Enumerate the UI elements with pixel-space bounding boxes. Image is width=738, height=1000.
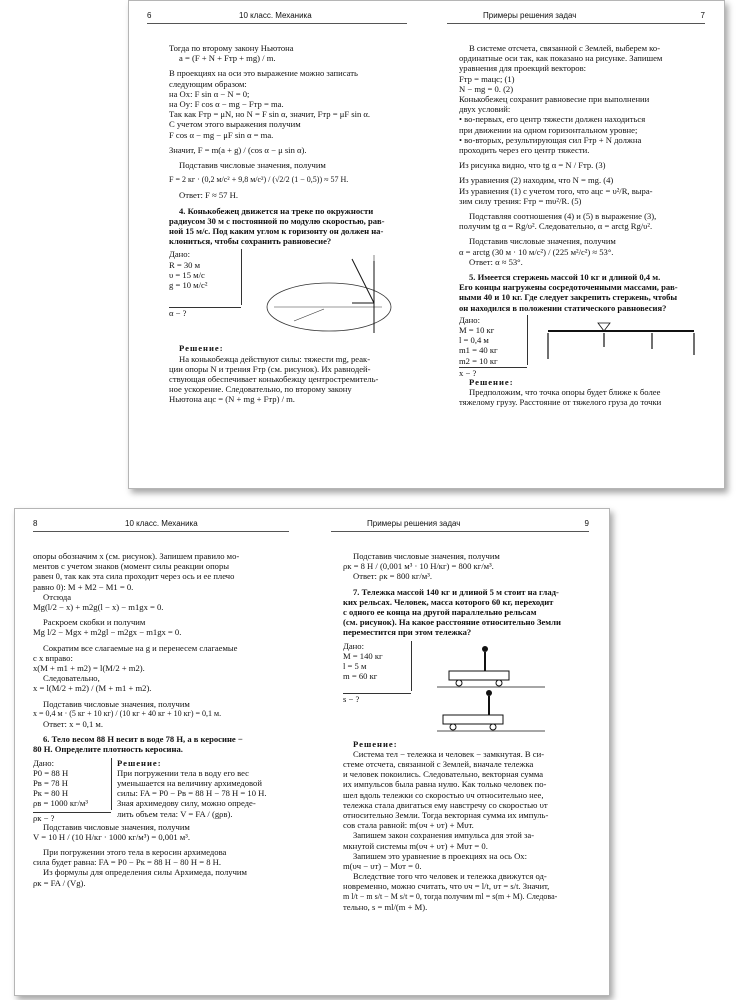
text-line: ментов с учетом знаков (момент силы реакции опоры [33,561,230,572]
problem-title: 7. Тележка массой 140 кг и длиной 5 м стоит на глад- [353,586,559,597]
text-line: равно 0): M + M2 − M1 = 0. [33,581,134,592]
formula: V = 10 Н / (10 Н/кг · 1000 кг/м³) = 0,001 м³. [33,831,190,842]
text-line: Подставив числовые значения, получим [179,160,326,171]
formula: m(υч − υт) − Mυт = 0. [343,861,422,872]
formula: на Oy: F cos α − mg − Fтр = ma. [169,99,284,110]
text-line: На конькобежца действуют силы: тяжести mg, реак- [179,353,371,364]
text-line: Из формулы для определения силы Архимеда, получим [43,867,247,878]
left-page-header [147,9,407,24]
text-line: Конькобежец сохранит равновесие при выполнении [459,94,650,105]
text-line: следующим образом: [169,78,247,89]
formula: новременно, можно считать, что υч = l/t, υт = s/t. Значит, [343,881,550,892]
list-item: при движении на одном горизонтальном уровне; [459,124,638,135]
list-item: • во-вторых, результирующая сил Fтр + N должна [459,134,642,145]
text-line: тяжелому грузу. Расстояние от тяжелого груза до точки [459,397,662,408]
text-line: шел вдоль тележки со скоростью υч относительно нее, [343,789,544,800]
given-unknown: α − ? [169,307,241,318]
text-line: Из уравнения (1) с учетом того, что aцс = υ²/R, выра- [459,185,653,196]
formula: Mg(l/2 − x) + m2g(l − x) − m1gx = 0. [33,602,164,613]
text-line: Отсюда [43,591,72,602]
formula: зим силу трения: Fтр = mυ²/R. (5) [459,195,582,206]
formula: на Ox: F sin α − N = 0; [169,88,250,99]
right-page-text [459,43,709,407]
formula: ρк = 8 Н / (0,001 м³ · 10 Н/кг) = 800 кг/м³. [343,561,494,572]
text-line: В системе отсчета, связанной с Землей, выберем ко- [469,43,661,53]
text-line: двух условий: [459,104,511,115]
formula: Из уравнения (2) находим, что N = mg. (4) [459,175,614,186]
right-page-text [343,551,595,912]
lever-diagram [544,315,704,375]
text-line: тележка стала двигаться ему навстречу со скоростью υт [343,799,548,810]
text-line: опоры обозначим x (см. рисунок). Запишем правило мо- [33,551,240,561]
given-item: m1 = 40 кг [459,345,498,356]
text-line: ких рельсах. Человек, масса которого 60 кг, переходит [343,596,554,607]
text-line: При погружении этого тела в керосин архимедова [43,847,227,858]
given-heading: Дано: [33,757,54,768]
text-line: переместится при этом тележка? [343,627,472,638]
text-line: уравнения для проекций векторов: [459,63,587,74]
text-line: (см. рисунок). На какое расстояние относительно Земли [343,617,561,628]
text-line: Вследствие того что человек и тележка движутся од- [353,871,547,882]
formula: a = (F + N + Fтр + mg) / m. [179,53,276,64]
problem-title: 5. Имеется стержень массой 10 кг и длиной 0,4 м. [469,272,661,283]
given-item: ρв = 1000 кг/м³ [33,798,88,809]
given-item: M = 10 кг [459,325,495,336]
formula: силы: FA = P0 − Pв = 88 Н − 78 Н = 10 Н. [117,788,267,799]
formula: x(M + m1 + m2) = l(M/2 + m2). [33,663,145,674]
given-item: l = 5 м [343,661,367,672]
formula: лить объем тела: V = FA / (gρв). [117,808,233,819]
given-item: Pк = 80 Н [33,788,69,799]
given-item: m2 = 10 кг [459,355,498,366]
text-line: Его концы нагружены сосредоточенными массами, рав- [459,282,678,293]
formula: сов стала равной: m(υч + υт) + Mυт. [343,820,474,831]
text-line: Так как Fтр = μN, но N = F sin α, значит, Fтр = μF sin α. [169,109,371,120]
given-item: P0 = 88 Н [33,767,69,778]
text-line: клониться, чтобы сохранить равновесие? [169,236,332,247]
given-item: υ = 15 м/с [169,269,205,280]
answer: Ответ: x = 0,1 м. [43,719,103,730]
running-title: 10 класс. Механика [125,519,198,528]
text-line: Подставив числовые значения, получим [469,236,616,247]
text-line: Подставляя соотношения (4) и (5) в выражение (3), [469,211,657,222]
text-line: сила будет равна: FA = P0 − Pк = 88 Н − 80 Н = 8 Н. [33,857,221,868]
left-page-text [33,551,295,888]
page-number: 6 [147,11,152,20]
given-unknown: ρк − ? [33,812,111,823]
answer: Ответ: ρк = 800 кг/м³. [353,571,432,582]
text-line: Запишем это уравнение в проекциях на ось Ox: [353,850,527,861]
given-heading: Дано: [169,249,190,260]
book-spread-top [128,0,725,489]
formula: Из рисунка видно, что tg α = N / Fтр. (3) [459,160,606,171]
text-line: относительно Земли. Тогда векторная сумма их импуль- [343,810,549,821]
text-line: ное ускорение. Следовательно, по второму закону [169,384,352,395]
formula: тельно, s = ml/(m + M). [343,901,428,912]
text-line: их импульсов была равна нулю. Как только человек по- [343,779,547,790]
given-unknown: x − ? [459,367,527,378]
formula: Ньютона aцс = (N + mg + Fтр) / m. [169,394,295,405]
given-box [343,641,412,691]
right-page-header [447,9,705,24]
text-line: радиусом 30 м с постоянной по модулю скоростью, рав- [169,215,385,226]
text-line: и человек покоились. Следовательно, векторная сумма [343,769,544,780]
left-page-header [33,517,289,532]
formula: m l/t − m s/t − M s/t = 0, тогда получим ml = s(m + M). Следова- [343,891,558,901]
formula: x = l(M/2 + m2) / (M + m1 + m2). [33,683,152,694]
page-number: 9 [584,519,589,528]
text-line: Тогда по второму закону Ньютона [169,43,294,53]
text-line: В проекциях на оси это выражение можно записать [169,68,358,79]
text-line: Предположим, что точка опоры будет ближе к более [469,387,661,398]
problem-title: 4. Конькобежец движется на треке по окружности [179,205,374,216]
problem7-figure-block [343,641,595,739]
given-box [459,315,528,365]
text-line: При погружении тела в воду его вес [117,767,249,778]
skater-force-diagram [264,251,414,337]
text-line: Подставив числовые значения, получим [43,821,190,832]
right-page-header [331,517,589,532]
formula: α = arctg (30 м · 10 м/с²) / (225 м²/с²) ≈ 53°. [459,246,614,257]
problem5-figure-block [459,315,709,377]
text-line: Подставив числовые значения, получим [353,551,500,561]
running-title: Примеры решения задач [483,11,577,20]
problem4-figure-block [169,249,429,343]
formula: Значит, F = m(a + g) / (cos α − μ sin α). [169,144,307,155]
formula: F cos α − mg − μF sin α = ma. [169,129,274,140]
given-box [33,758,112,810]
formula: F = 2 кг · (0,2 м/с² + 9,8 м/с²) / (√2/2 (1 − 0,5)) ≈ 57 Н. [169,175,349,185]
text-line: ными 40 и 10 кг. Где следует закрепить стержень, чтобы [459,292,678,303]
formula: Fтр = maцс; (1) [459,73,515,84]
given-item: M = 140 кг [343,650,383,661]
solution-box [117,758,293,819]
list-item: • во-первых, его центр тяжести должен находиться [459,114,646,125]
text-line: Система тел − тележка и человек − замкнутая. В си- [353,748,545,759]
text-line: ной 15 м/с. Под каким углом к горизонту он должен на- [169,226,384,237]
text-line: ствующая обеспечивает конькобежцу центростремитель- [169,374,379,385]
text-line: он находился в положении статического равновесия? [459,302,667,313]
text-line: Следовательно, [43,673,100,684]
text-line: Подставив числовые значения, получим [43,698,190,709]
text-line: уменьшается на величину архимедовой [117,778,262,789]
formula: мкнутой системы m(υч + υт) + Mυт = 0. [343,840,488,851]
formula: N − mg = 0. (2) [459,83,514,94]
formula: x = 0,4 м · (5 кг + 10 кг) / (10 кг + 40 кг + 10 кг) = 0,1 м. [33,708,222,718]
solution-heading: Решение: [117,757,162,768]
text-line: С учетом этого выражения получим [169,119,301,130]
given-item: Pв = 78 Н [33,778,68,789]
text-line: 80 Н. Определите плотность керосина. [33,744,183,755]
left-page-text [169,43,429,405]
solution-heading: Решение: [353,738,398,749]
text-line: ции опоры N и трения Fтр (см. рисунок). Их равнодей- [169,363,371,374]
formula: ρк = FA / (Vg). [33,877,86,888]
answer: Ответ: α ≈ 53°. [469,256,523,267]
given-item: l = 0,4 м [459,335,489,346]
book-spread-bottom [14,508,610,996]
given-item: m = 60 кг [343,671,378,682]
page-number: 7 [700,11,705,20]
running-title: Примеры решения задач [367,519,461,528]
text-line: Зная архимедову силу, можно опреде- [117,798,256,809]
formula: Mg l/2 − Mgx + m2gl − m2gx − m1gx = 0. [33,627,182,638]
formula: получим tg α = Rg/υ². Следовательно, α = arctg Rg/υ². [459,221,653,232]
text-line: Раскроем скобки и получим [43,617,146,628]
text-line: стеме отсчета, связанной с Землей, вначале тележка [343,759,534,770]
given-item: R = 30 м [169,259,201,270]
text-line: Сократим все слагаемые на g и перенесем слагаемые [43,642,238,653]
given-heading: Дано: [459,314,480,325]
solution-heading: Решение: [469,376,514,387]
given-heading: Дано: [343,640,364,651]
given-box [169,249,242,305]
page-number: 8 [33,519,38,528]
text-line: Запишем закон сохранения импульса для этой за- [353,830,535,841]
running-title: 10 класс. Механика [239,11,312,20]
cart-diagram [435,641,585,737]
text-line: с x вправо: [33,652,73,663]
text-line: ординатные оси так, как показано на рисунке. Запишем [459,53,663,64]
problem6-block [33,758,295,822]
text-line: равен 0, так как эта сила проходит через ось и ее плечо [33,571,235,582]
given-item: g = 10 м/с² [169,280,208,291]
list-item: проходить через его центр тяжести. [459,145,590,156]
solution-heading: Решение: [179,343,224,354]
text-line: с одного ее конца на другой параллельно рельсам [343,607,537,618]
given-unknown: s − ? [343,693,411,704]
problem-title: 6. Тело весом 88 Н весит в воде 78 Н, а в керосине − [43,734,243,745]
answer: Ответ: F ≈ 57 Н. [179,190,238,201]
